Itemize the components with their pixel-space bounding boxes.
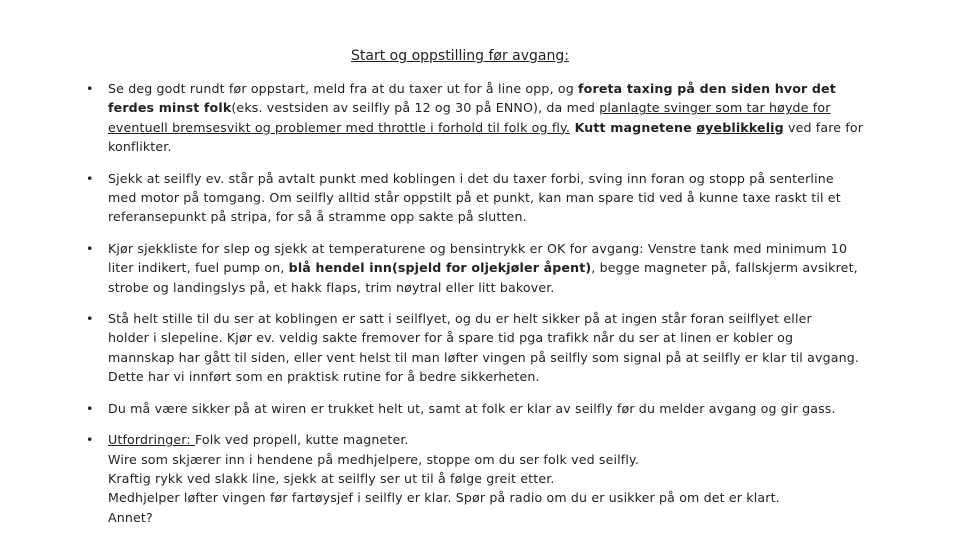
- text-line: Dette har vi innført som en praktisk rutine for å bedre sikkerheten.: [108, 369, 540, 385]
- text-line: Medhjelper løfter vingen før fartøysjef i seilfly er klar. Spør på radio om du er usikker på om det er klart.: [108, 490, 780, 506]
- bullet-item-check-glider: [86, 169, 856, 227]
- text-run: ved fare for: [783, 119, 864, 135]
- text-line: konflikter.: [108, 139, 172, 155]
- text-line: • Sjekk at seilfly ev. står på avtalt punkt med koblingen i det du taxer forbi, sving inn foran og stopp på senterline: [108, 170, 834, 186]
- bold-text: Kutt magnetene: [570, 119, 697, 135]
- text-line: • Du må være sikker på at wiren er trukket helt ut, samt at folk er klar av seilfly før du melder avgang og gir gass.: [108, 400, 836, 416]
- text-line: med motor på tomgang. Om seilfly alltid står oppstilt på et punkt, kan man spare tid ved å kunne taxe raskt til et: [108, 190, 841, 206]
- text-run: , begge magneter på, fallskjerm avsikret,: [591, 260, 858, 276]
- bold-underlined-text: øyeblikkelig: [696, 119, 784, 135]
- text-line: Wire som skjærer inn i hendene på medhjelpere, stoppe om du ser folk ved seilfly.: [108, 451, 639, 467]
- bullet-item-challenges: [86, 430, 856, 527]
- slide-title: Start og oppstilling før avgang:: [351, 48, 569, 64]
- bullet-item-stand-still: [86, 309, 860, 387]
- underlined-text: planlagte svinger som tar høyde for: [599, 100, 831, 116]
- text-line: mannskap har gått til siden, eller vent helst til man løfter vingen på seilfly som signal på at seilfly er klar til avgang.: [108, 349, 860, 365]
- text-line: Kraftig rykk ved slakk line, sjekk at seilfly ser ut til å følge greit etter.: [108, 470, 555, 486]
- text-run: Folk ved propell, kutte magneter.: [194, 432, 409, 448]
- text-line: strobe og landingslys på, et hakk flaps, trim nøytral eller litt bakover.: [108, 279, 555, 295]
- text-line: [108, 258, 856, 277]
- challenges-heading: Utfordringer:: [108, 432, 195, 448]
- bullet-list: [86, 79, 864, 527]
- text-line: [108, 118, 864, 137]
- underlined-text: eventuell bremsesvikt og problemer med throttle i forhold til folk og fly.: [108, 119, 571, 135]
- bold-text: foreta taxing på den siden hvor det: [578, 81, 836, 96]
- bold-text: blå hendel inn(spjeld for oljekjøler åpent): [288, 260, 592, 276]
- text-run: Se deg godt rundt før oppstart, meld fra at du taxer ut for å line opp, og: [108, 81, 579, 96]
- text-line: holder i slepeline. Kjør ev. veldig sakte fremover for å spare tid pga trafikk når du ser at linen er kobler og: [108, 330, 794, 346]
- text-run: liter indikert, fuel pump on,: [108, 260, 289, 276]
- text-run: (eks. vestsiden av seilfly på 12 og 30 på ENNO), da med: [231, 100, 600, 116]
- bullet-item-taxing: [86, 79, 864, 157]
- bullet-item-checklist: [86, 239, 856, 297]
- text-line: • Kjør sjekkliste for slep og sjekk at temperaturene og bensintrykk er OK for avgang: Venstre tank med minimum 10: [108, 240, 848, 256]
- bold-text: ferdes minst folk: [108, 100, 232, 116]
- bullet-item-wire: [86, 399, 856, 418]
- text-line: [108, 79, 856, 98]
- text-line: Annet?: [108, 509, 153, 525]
- text-line: [108, 430, 856, 449]
- text-line: referansepunkt på stripa, for så å stramme opp sakte på slutten.: [108, 209, 527, 225]
- text-line: [108, 98, 856, 117]
- text-line: • Stå helt stille til du ser at koblingen er satt i seilflyet, og du er helt sikker på at ingen står foran seilflyet eller: [108, 311, 812, 327]
